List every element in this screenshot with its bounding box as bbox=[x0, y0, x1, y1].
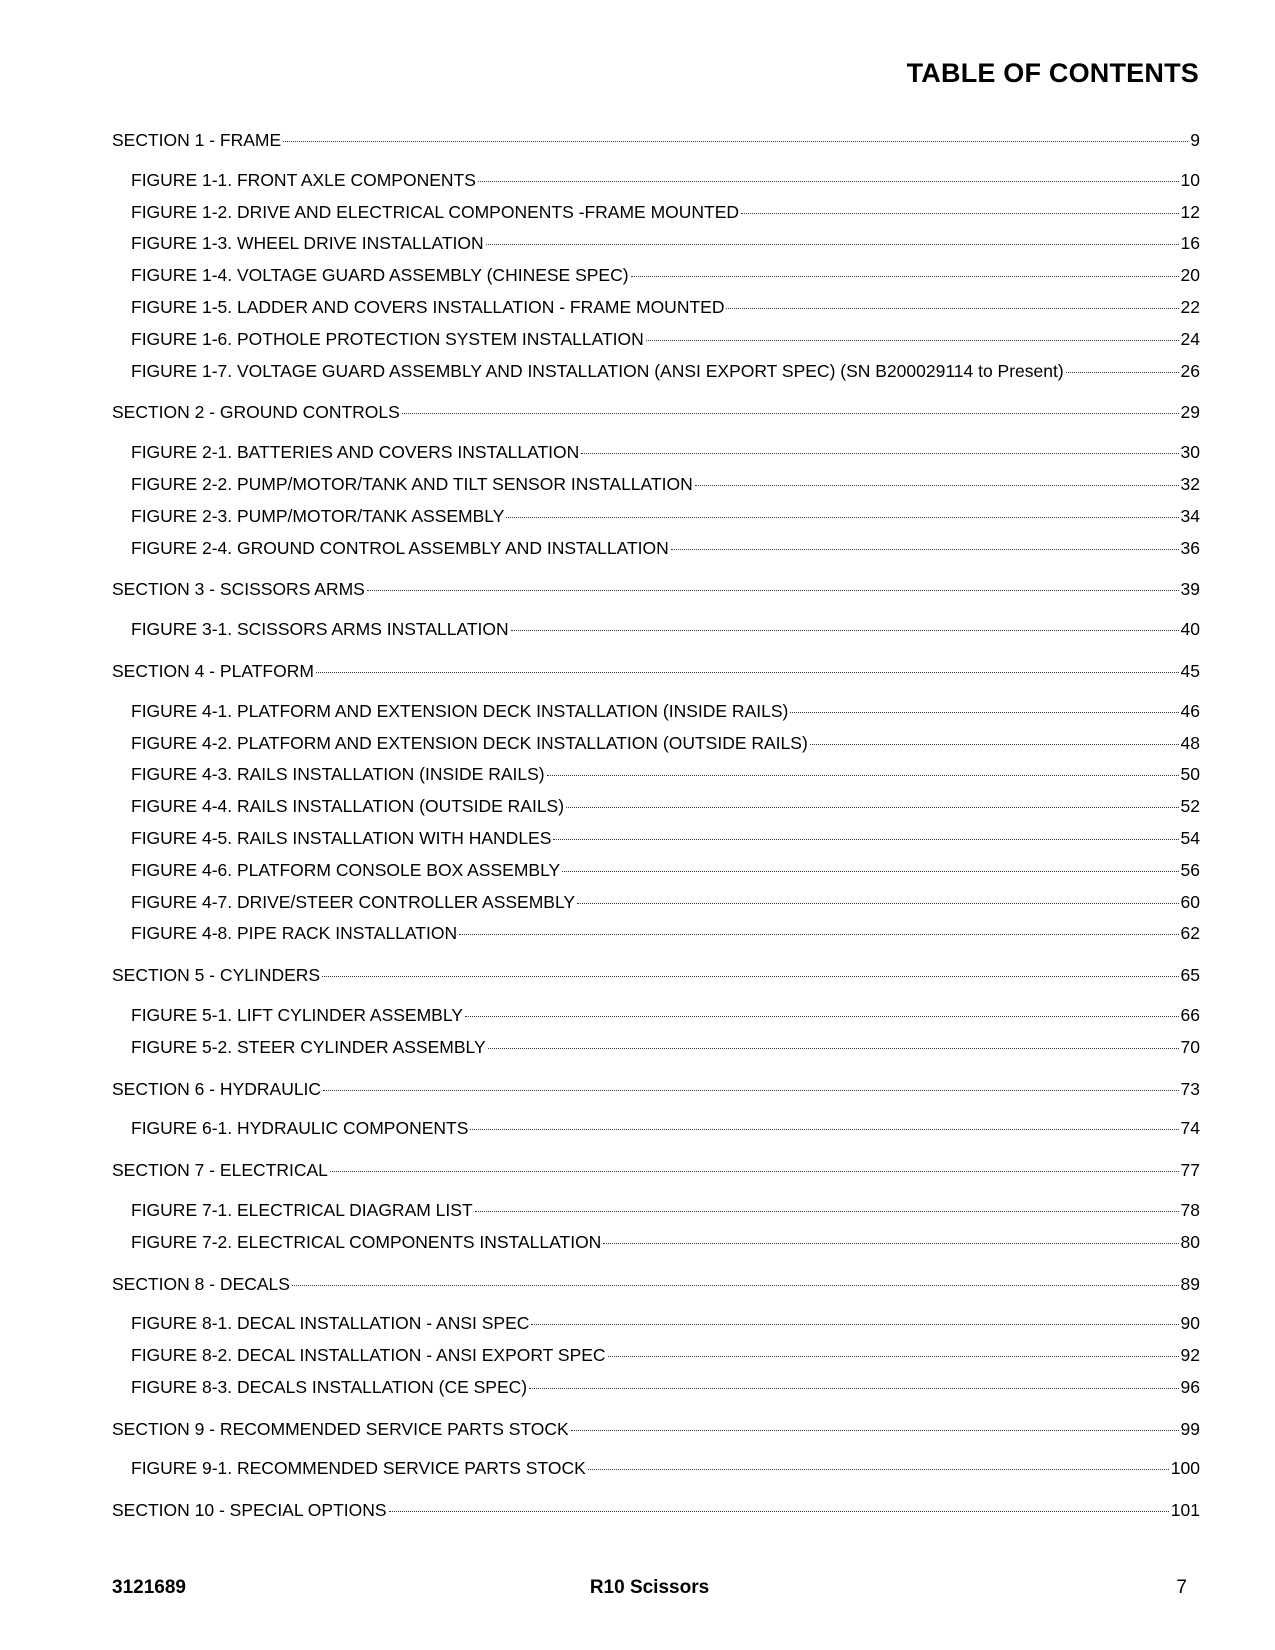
toc-entry-label: SECTION 10 - SPECIAL OPTIONS bbox=[112, 1500, 387, 1521]
toc-figure-entry[interactable] bbox=[112, 1118, 1200, 1150]
dot-leader bbox=[322, 976, 1178, 977]
toc-entry-page: 90 bbox=[1180, 1313, 1200, 1334]
dot-leader bbox=[323, 1090, 1178, 1091]
toc-entry-page: 101 bbox=[1170, 1500, 1200, 1521]
toc-section-entry[interactable] bbox=[112, 1419, 1200, 1451]
toc-figure-entry[interactable] bbox=[112, 265, 1200, 297]
toc-figure-entry[interactable] bbox=[112, 701, 1200, 733]
dot-leader bbox=[511, 630, 1179, 631]
toc-entry-label: SECTION 6 - HYDRAULIC bbox=[112, 1078, 322, 1099]
toc-entry-label: FIGURE 8-1. DECAL INSTALLATION - ANSI SPEC bbox=[131, 1313, 530, 1334]
toc-entry-label: SECTION 9 - RECOMMENDED SERVICE PARTS STOCK bbox=[112, 1418, 569, 1439]
toc-figure-entry[interactable] bbox=[112, 474, 1200, 506]
toc-section-entry[interactable] bbox=[112, 965, 1200, 997]
toc-entry-label: SECTION 4 - PLATFORM bbox=[112, 660, 314, 681]
toc-entry-page: 12 bbox=[1180, 201, 1200, 222]
toc-entry-page: 46 bbox=[1180, 700, 1200, 721]
toc-entry-page: 36 bbox=[1180, 537, 1200, 558]
toc-entry-label: FIGURE 3-1. SCISSORS ARMS INSTALLATION bbox=[131, 619, 509, 640]
toc-entry-page: 32 bbox=[1180, 473, 1200, 494]
toc-entry-page: 26 bbox=[1180, 360, 1200, 381]
dot-leader bbox=[529, 1388, 1178, 1389]
toc-entry-label: SECTION 8 - DECALS bbox=[112, 1273, 290, 1294]
toc-entry-page: 9 bbox=[1190, 130, 1200, 150]
toc-figure-entry[interactable] bbox=[112, 1313, 1200, 1345]
dot-leader bbox=[603, 1243, 1178, 1244]
table-of-contents bbox=[112, 130, 1200, 1532]
toc-entry-label: FIGURE 9-1. RECOMMENDED SERVICE PARTS STOCK bbox=[131, 1458, 586, 1479]
toc-section-group bbox=[112, 579, 1200, 651]
toc-entry-label: FIGURE 4-4. RAILS INSTALLATION (OUTSIDE RAILS) bbox=[131, 796, 565, 817]
dot-leader bbox=[646, 340, 1179, 341]
toc-entry-label: FIGURE 1-3. WHEEL DRIVE INSTALLATION bbox=[131, 233, 484, 254]
toc-figure-entry[interactable] bbox=[112, 1345, 1200, 1377]
toc-section-group bbox=[112, 1079, 1200, 1151]
dot-leader bbox=[810, 744, 1179, 745]
toc-section-group bbox=[112, 1500, 1200, 1532]
toc-entry-page: 99 bbox=[1180, 1418, 1200, 1439]
toc-entry-label: FIGURE 6-1. HYDRAULIC COMPONENTS bbox=[131, 1118, 469, 1139]
dot-leader bbox=[581, 453, 1178, 454]
toc-figure-entry[interactable] bbox=[112, 1037, 1200, 1069]
toc-entry-label: SECTION 2 - GROUND CONTROLS bbox=[112, 402, 400, 423]
toc-figure-entry[interactable] bbox=[112, 892, 1200, 924]
toc-entry-label: SECTION 7 - ELECTRICAL bbox=[112, 1160, 328, 1181]
toc-entry-label: FIGURE 1-2. DRIVE AND ELECTRICAL COMPONENTS -FRAME MOUNTED bbox=[131, 201, 740, 222]
toc-entry-page: 100 bbox=[1170, 1458, 1200, 1479]
dot-leader bbox=[741, 213, 1179, 214]
toc-entry-label: FIGURE 2-3. PUMP/MOTOR/TANK ASSEMBLY bbox=[131, 505, 505, 526]
toc-section-entry[interactable] bbox=[112, 1079, 1200, 1111]
dot-leader bbox=[531, 1324, 1178, 1325]
toc-entry-page: 34 bbox=[1180, 505, 1200, 526]
dot-leader bbox=[367, 590, 1179, 591]
toc-section-entry[interactable] bbox=[112, 661, 1200, 693]
dot-leader bbox=[330, 1171, 1179, 1172]
toc-entry-page: 66 bbox=[1180, 1004, 1200, 1025]
dot-leader bbox=[553, 839, 1178, 840]
toc-entry-label: FIGURE 1-1. FRONT AXLE COMPONENTS bbox=[131, 169, 476, 190]
toc-entry-label: FIGURE 5-2. STEER CYLINDER ASSEMBLY bbox=[131, 1036, 486, 1057]
toc-entry-label: FIGURE 4-6. PLATFORM CONSOLE BOX ASSEMBLY bbox=[131, 859, 561, 880]
toc-entry-label: FIGURE 1-7. VOLTAGE GUARD ASSEMBLY AND INSTALLATION (ANSI EXPORT SPEC) (SN B200029114 to Present) bbox=[131, 360, 1064, 381]
toc-entry-page: 77 bbox=[1180, 1160, 1200, 1181]
toc-entry-label: SECTION 5 - CYLINDERS bbox=[112, 965, 321, 986]
toc-entry-label: FIGURE 4-3. RAILS INSTALLATION (INSIDE RAILS) bbox=[131, 764, 545, 785]
dot-leader bbox=[475, 1211, 1179, 1212]
toc-figure-entry[interactable] bbox=[112, 764, 1200, 796]
toc-entry-page: 40 bbox=[1180, 619, 1200, 640]
dot-leader bbox=[506, 517, 1178, 518]
toc-entry-label: FIGURE 4-7. DRIVE/STEER CONTROLLER ASSEMBLY bbox=[131, 891, 576, 912]
dot-leader bbox=[726, 308, 1178, 309]
toc-entry-page: 65 bbox=[1180, 965, 1200, 986]
toc-section-group bbox=[112, 1419, 1200, 1491]
toc-figure-entry[interactable] bbox=[112, 828, 1200, 860]
toc-entry-page: 78 bbox=[1180, 1199, 1200, 1220]
toc-entry-label: FIGURE 4-8. PIPE RACK INSTALLATION bbox=[131, 923, 458, 944]
toc-entry-page: 22 bbox=[1180, 296, 1200, 317]
toc-figure-entry[interactable] bbox=[112, 329, 1200, 361]
toc-figure-entry[interactable] bbox=[112, 1232, 1200, 1264]
toc-entry-page: 10 bbox=[1180, 169, 1200, 190]
toc-entry-label: FIGURE 5-1. LIFT CYLINDER ASSEMBLY bbox=[131, 1004, 463, 1025]
dot-leader bbox=[608, 1356, 1179, 1357]
toc-entry-page: 39 bbox=[1180, 579, 1200, 600]
toc-entry-page: 60 bbox=[1180, 891, 1200, 912]
dot-leader bbox=[547, 775, 1179, 776]
toc-entry-page: 45 bbox=[1180, 660, 1200, 681]
toc-entry-label: FIGURE 2-4. GROUND CONTROL ASSEMBLY AND INSTALLATION bbox=[131, 537, 669, 558]
toc-figure-entry[interactable] bbox=[112, 506, 1200, 538]
toc-section-group bbox=[112, 965, 1200, 1068]
toc-figure-entry[interactable] bbox=[112, 1005, 1200, 1037]
toc-entry-page: 24 bbox=[1180, 328, 1200, 349]
toc-entry-page: 92 bbox=[1180, 1345, 1200, 1366]
toc-section-entry[interactable] bbox=[112, 402, 1200, 434]
dot-leader bbox=[566, 807, 1178, 808]
dot-leader bbox=[292, 1285, 1179, 1286]
toc-entry-label: SECTION 1 - FRAME bbox=[112, 130, 282, 150]
toc-entry-page: 48 bbox=[1180, 732, 1200, 753]
toc-entry-page: 54 bbox=[1180, 827, 1200, 848]
toc-entry-label: FIGURE 2-1. BATTERIES AND COVERS INSTALLATION bbox=[131, 442, 580, 463]
toc-section-entry[interactable] bbox=[112, 579, 1200, 611]
toc-section-entry[interactable] bbox=[112, 1274, 1200, 1306]
toc-entry-page: 96 bbox=[1180, 1376, 1200, 1397]
toc-entry-page: 70 bbox=[1180, 1036, 1200, 1057]
toc-section-group bbox=[112, 661, 1200, 955]
toc-entry-label: FIGURE 4-2. PLATFORM AND EXTENSION DECK INSTALLATION (OUTSIDE RAILS) bbox=[131, 732, 808, 753]
toc-entry-label: FIGURE 1-4. VOLTAGE GUARD ASSEMBLY (CHINESE SPEC) bbox=[131, 265, 629, 286]
toc-section-entry[interactable] bbox=[112, 130, 1200, 162]
toc-entry-page: 30 bbox=[1180, 442, 1200, 463]
toc-figure-entry[interactable] bbox=[112, 361, 1200, 393]
toc-entry-label: FIGURE 1-6. POTHOLE PROTECTION SYSTEM INSTALLATION bbox=[131, 328, 644, 349]
dot-leader bbox=[631, 276, 1179, 277]
dot-leader bbox=[316, 672, 1179, 673]
page-number: 7 bbox=[1176, 1577, 1187, 1598]
toc-entry-label: FIGURE 7-2. ELECTRICAL COMPONENTS INSTALLATION bbox=[131, 1231, 602, 1252]
toc-entry-label: FIGURE 4-1. PLATFORM AND EXTENSION DECK INSTALLATION (INSIDE RAILS) bbox=[131, 700, 789, 721]
dot-leader bbox=[389, 1511, 1169, 1512]
dot-leader bbox=[488, 1048, 1179, 1049]
dot-leader bbox=[695, 485, 1179, 486]
toc-entry-page: 56 bbox=[1180, 859, 1200, 880]
toc-figure-entry[interactable] bbox=[112, 1458, 1200, 1490]
dot-leader bbox=[790, 712, 1178, 713]
dot-leader bbox=[1066, 372, 1179, 373]
toc-figure-entry[interactable] bbox=[112, 297, 1200, 329]
toc-entry-page: 80 bbox=[1180, 1231, 1200, 1252]
toc-section-group bbox=[112, 1274, 1200, 1409]
toc-entry-page: 52 bbox=[1180, 796, 1200, 817]
toc-entry-page: 62 bbox=[1180, 923, 1200, 944]
dot-leader bbox=[283, 141, 1188, 142]
dot-leader bbox=[470, 1129, 1178, 1130]
toc-entry-page: 74 bbox=[1180, 1118, 1200, 1139]
dot-leader bbox=[486, 244, 1179, 245]
document-number: 3121689 bbox=[112, 1577, 186, 1598]
dot-leader bbox=[402, 413, 1179, 414]
dot-leader bbox=[478, 181, 1179, 182]
toc-figure-entry[interactable] bbox=[112, 233, 1200, 265]
toc-entry-label: FIGURE 8-3. DECALS INSTALLATION (CE SPEC) bbox=[131, 1376, 528, 1397]
dot-leader bbox=[577, 903, 1178, 904]
toc-figure-entry[interactable] bbox=[112, 733, 1200, 765]
toc-entry-label: FIGURE 7-1. ELECTRICAL DIAGRAM LIST bbox=[131, 1199, 473, 1220]
dot-leader bbox=[671, 549, 1179, 550]
toc-entry-page: 20 bbox=[1180, 265, 1200, 286]
toc-figure-entry[interactable] bbox=[112, 170, 1200, 202]
toc-figure-entry[interactable] bbox=[112, 796, 1200, 828]
toc-figure-entry[interactable] bbox=[112, 202, 1200, 234]
toc-entry-label: SECTION 3 - SCISSORS ARMS bbox=[112, 579, 365, 600]
toc-section-group bbox=[112, 402, 1200, 569]
toc-figure-entry[interactable] bbox=[112, 923, 1200, 955]
toc-figure-entry[interactable] bbox=[112, 1200, 1200, 1232]
page-title: TABLE OF CONTENTS bbox=[906, 58, 1199, 88]
dot-leader bbox=[562, 871, 1178, 872]
dot-leader bbox=[465, 1016, 1179, 1017]
toc-figure-entry[interactable] bbox=[112, 619, 1200, 651]
product-name: R10 Scissors bbox=[589, 1577, 710, 1598]
dot-leader bbox=[571, 1430, 1179, 1431]
toc-section-group bbox=[112, 1160, 1200, 1263]
toc-entry-label: FIGURE 1-5. LADDER AND COVERS INSTALLATION - FRAME MOUNTED bbox=[131, 296, 725, 317]
toc-section-entry[interactable] bbox=[112, 1160, 1200, 1192]
toc-entry-page: 50 bbox=[1180, 764, 1200, 785]
toc-entry-page: 89 bbox=[1180, 1273, 1200, 1294]
toc-entry-label: FIGURE 8-2. DECAL INSTALLATION - ANSI EXPORT SPEC bbox=[131, 1345, 606, 1366]
dot-leader bbox=[459, 934, 1178, 935]
toc-figure-entry[interactable] bbox=[112, 538, 1200, 570]
toc-figure-entry[interactable] bbox=[112, 1377, 1200, 1409]
dot-leader bbox=[588, 1469, 1169, 1470]
toc-section-entry[interactable] bbox=[112, 1500, 1200, 1532]
toc-entry-page: 73 bbox=[1180, 1078, 1200, 1099]
toc-figure-entry[interactable] bbox=[112, 860, 1200, 892]
toc-figure-entry[interactable] bbox=[112, 442, 1200, 474]
toc-entry-label: FIGURE 4-5. RAILS INSTALLATION WITH HANDLES bbox=[131, 827, 552, 848]
toc-section-group bbox=[112, 130, 1200, 392]
toc-entry-label: FIGURE 2-2. PUMP/MOTOR/TANK AND TILT SENSOR INSTALLATION bbox=[131, 473, 693, 494]
toc-entry-page: 29 bbox=[1180, 402, 1200, 423]
toc-entry-page: 16 bbox=[1180, 233, 1200, 254]
